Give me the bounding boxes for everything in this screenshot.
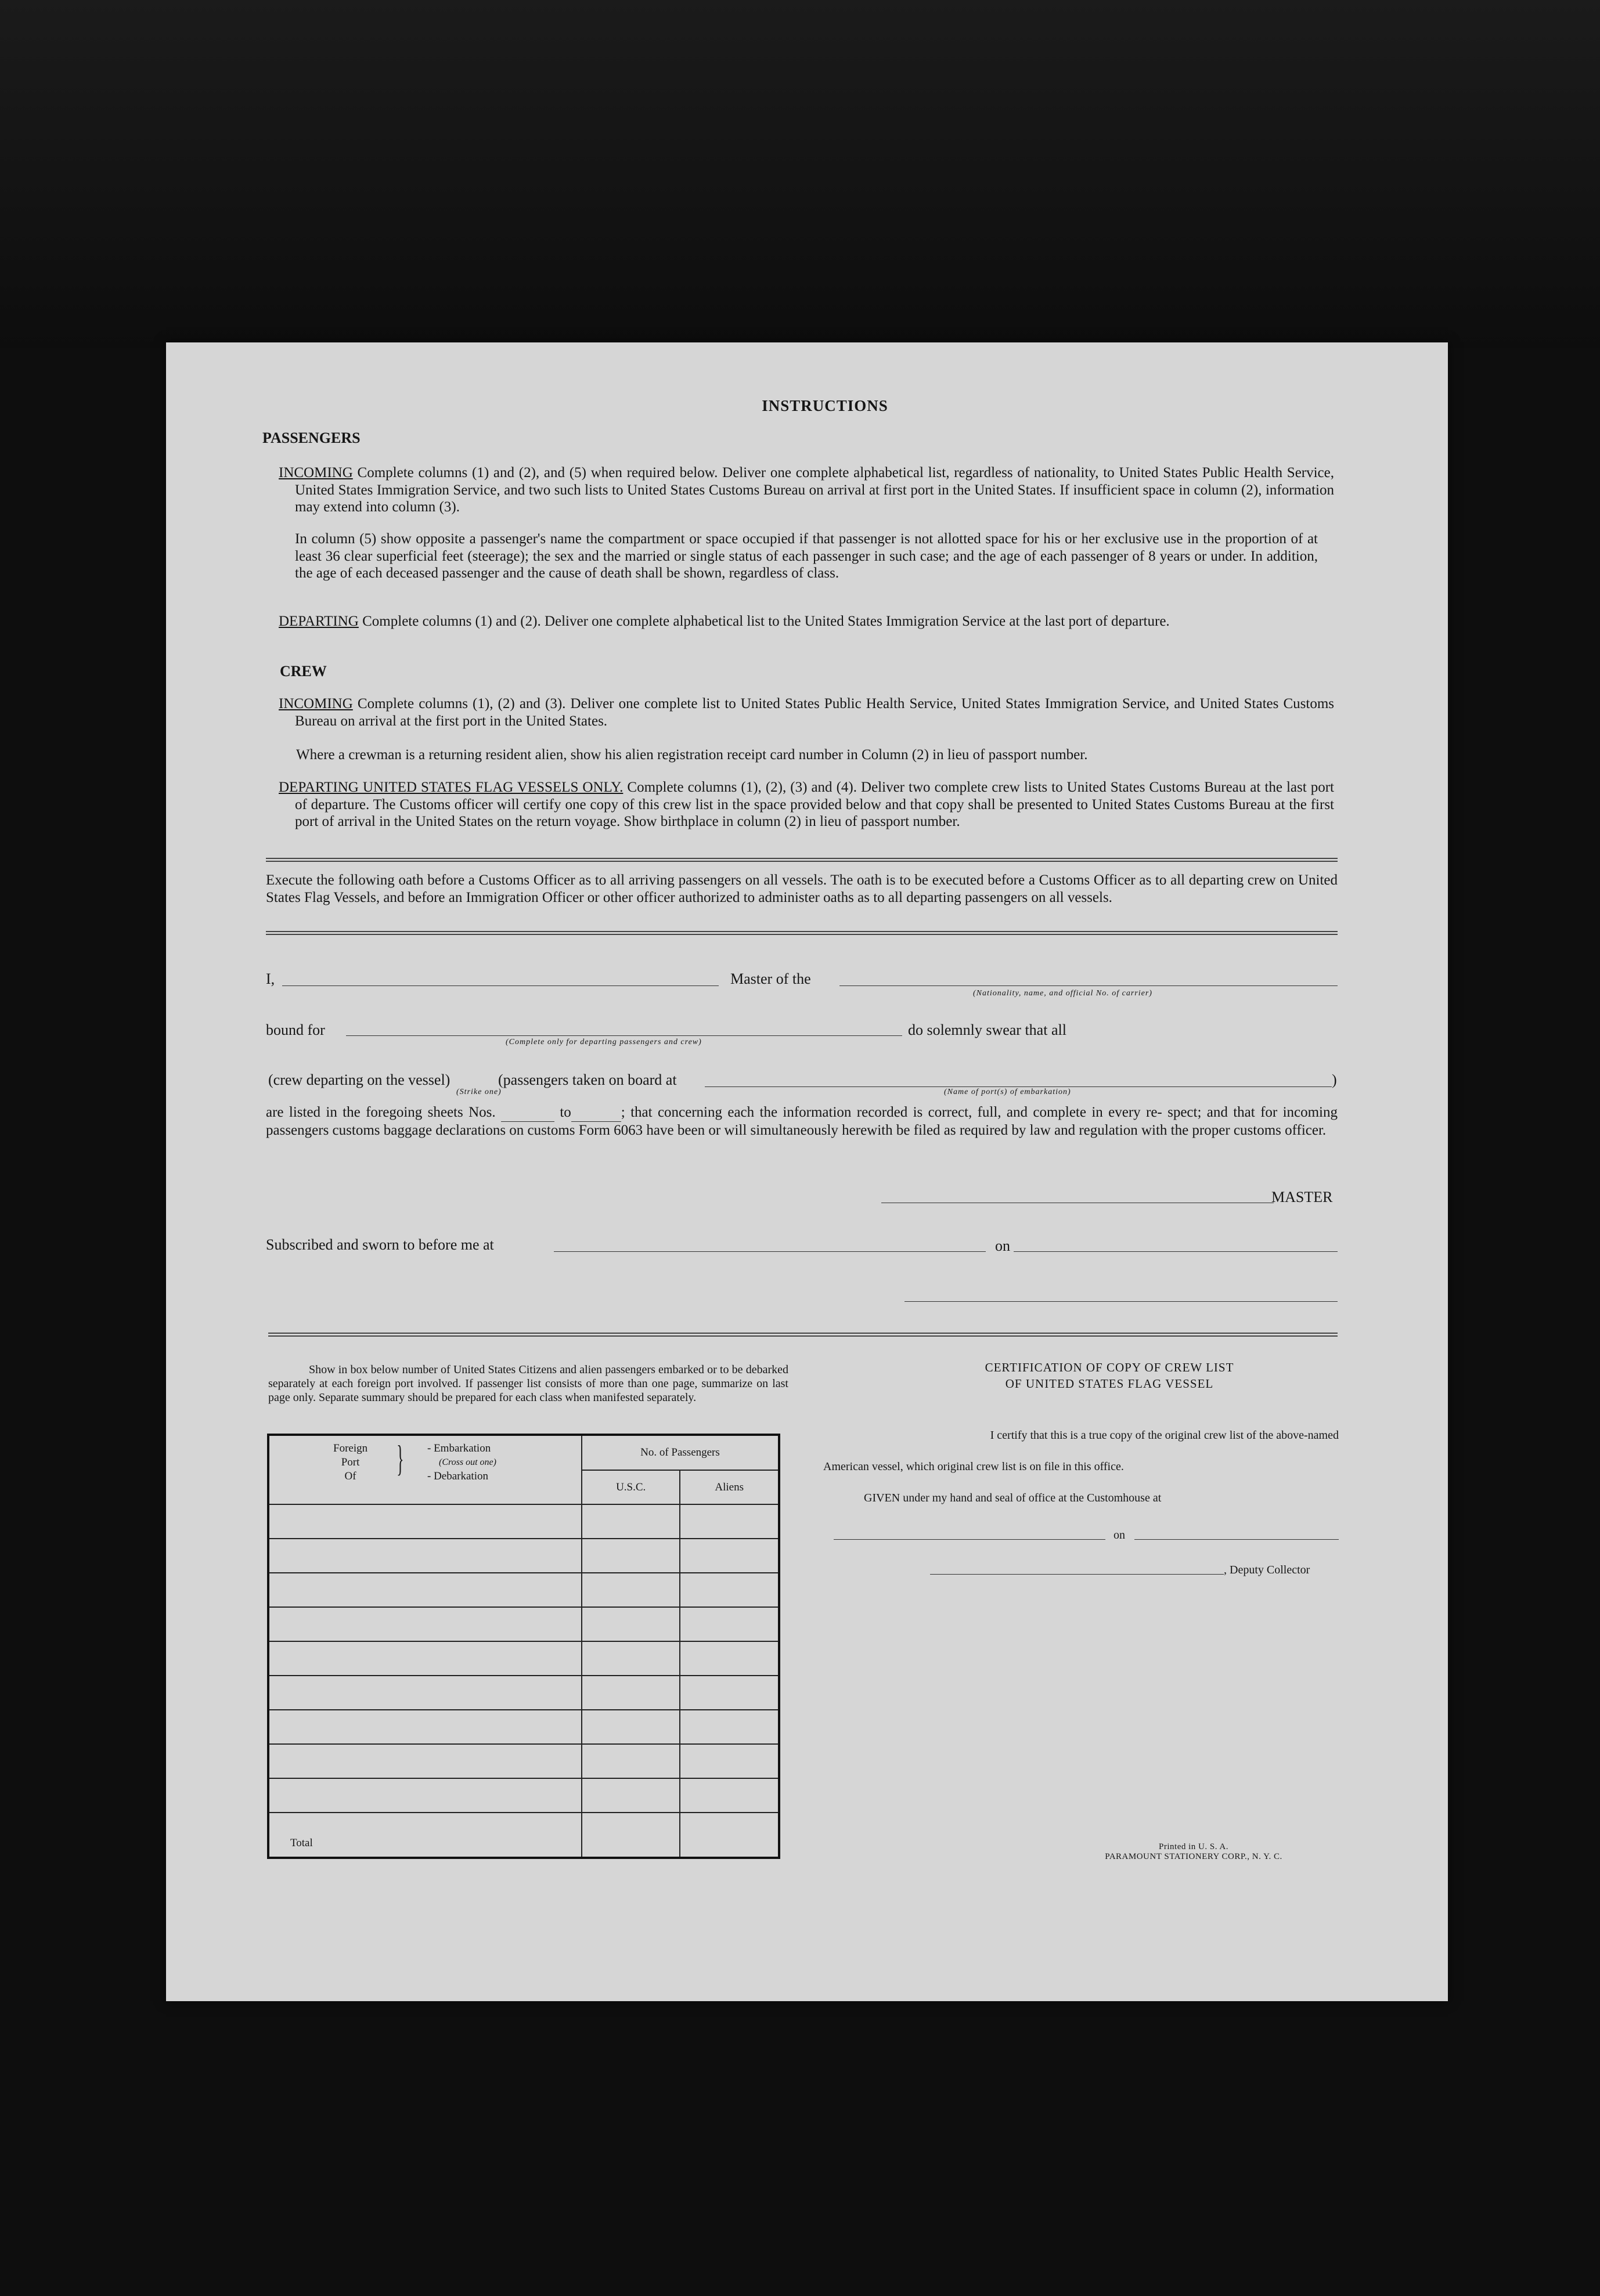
sworn-date-field[interactable] <box>1014 1251 1338 1252</box>
sheet-from-field[interactable] <box>501 1104 554 1122</box>
crew-departing-text: Complete columns (1), (2), (3) and (4). Deliver two complete crew lists to United States Customs Bureau at the last port of departure. The Customs officer will certify one copy of this crew list in the space provided below and that copy shall be presented to United States Customs Bureau at the first port of arrival in the United States on the return voyage. Show birthplace in column (2) in lieu of passport number. <box>295 779 1334 829</box>
port-cell[interactable] <box>268 1573 582 1607</box>
table-row <box>268 1539 779 1573</box>
passengers-incoming-paragraph <box>279 464 1334 516</box>
table-row <box>268 1504 779 1539</box>
master-of-the-label: Master of the <box>730 970 811 987</box>
carrier-caption: (Nationality, name, and official No. of carrier) <box>973 989 1152 998</box>
usc-header: U.S.C. <box>582 1470 680 1504</box>
sheet-to-field[interactable] <box>571 1104 621 1122</box>
crew-resident-paragraph: Where a crewman is a returning resident alien, show his alien registration receipt card number in Column (2) in lieu of passport number. <box>296 747 1088 763</box>
scan-background <box>0 0 1600 348</box>
usc-cell[interactable] <box>582 1607 680 1641</box>
usc-cell[interactable] <box>582 1641 680 1676</box>
aliens-cell[interactable] <box>680 1778 779 1813</box>
cross-out-note: (Cross out one) <box>439 1457 496 1467</box>
passenger-summary-table <box>267 1434 780 1859</box>
close-paren: ) <box>1332 1071 1337 1088</box>
passengers-taken-option[interactable]: (passengers taken on board at <box>498 1071 677 1088</box>
listed-sheets-label: are listed in the foregoing sheets Nos. <box>266 1104 496 1120</box>
crew-departing-option[interactable]: (crew departing on the vessel) <box>268 1071 451 1088</box>
usc-cell[interactable] <box>582 1778 680 1813</box>
aliens-cell[interactable] <box>680 1607 779 1641</box>
debarkation-option[interactable]: - Debarkation <box>427 1470 488 1482</box>
table-row <box>268 1607 779 1641</box>
of-label: Of <box>344 1470 356 1482</box>
aliens-cell[interactable] <box>680 1676 779 1710</box>
foreign-label: Foreign <box>333 1442 368 1454</box>
certification-title-2: OF UNITED STATES FLAG VESSEL <box>1005 1377 1214 1391</box>
subscribed-label: Subscribed and sworn to before me at <box>266 1236 494 1253</box>
total-row <box>268 1813 779 1858</box>
sworn-on-label: on <box>995 1237 1010 1254</box>
brace-icon: } <box>397 1438 404 1479</box>
passengers-incoming-text: Complete columns (1) and (2), and (5) when required below. Deliver one complete alphabetical list, regardless of nationality, to United States Public Health Service, United States Immigration Service, and two such lists to United States Customs Bureau on arrival at first port in the United States. If insufficient space in column (2), information may extend into column (3). <box>295 465 1334 515</box>
printed-in-label: Printed in U. S. A. <box>1159 1842 1228 1851</box>
certify-text-1: I certify that this is a true copy of the original crew list of the above-named <box>990 1429 1339 1442</box>
table-row <box>268 1744 779 1778</box>
crew-departing-paragraph <box>279 779 1334 831</box>
cert-date-field[interactable] <box>1134 1539 1339 1540</box>
strike-one-caption: (Strike one) <box>456 1088 502 1096</box>
port-cell[interactable] <box>268 1778 582 1813</box>
carrier-field[interactable] <box>839 985 1338 986</box>
usc-cell[interactable] <box>582 1573 680 1607</box>
aliens-cell[interactable] <box>680 1710 779 1744</box>
oath-i-label: I, <box>266 970 275 987</box>
cert-on-label: on <box>1113 1529 1125 1542</box>
given-text: GIVEN under my hand and seal of office at the Customhouse at <box>864 1492 1162 1504</box>
swear-label: do solemnly swear that all <box>908 1021 1066 1038</box>
passengers-heading: PASSENGERS <box>262 429 361 446</box>
total-label: Total <box>268 1813 582 1858</box>
crew-incoming-label: INCOMING <box>279 696 353 712</box>
crew-incoming-text: Complete columns (1), (2) and (3). Deliver one complete list to United States Public Health Service, United States Immigration Service, and United States Customs Bureau on arrival at the first port in the United States. <box>295 696 1334 729</box>
total-aliens-cell[interactable] <box>680 1813 779 1858</box>
usc-cell[interactable] <box>582 1710 680 1744</box>
port-label: Port <box>341 1456 360 1468</box>
deputy-collector-label: , Deputy Collector <box>1224 1564 1310 1576</box>
destination-caption: (Complete only for departing passengers and crew) <box>506 1038 702 1046</box>
table-row <box>268 1641 779 1676</box>
crew-incoming-paragraph <box>279 695 1334 730</box>
passengers-incoming-label: INCOMING <box>279 465 353 481</box>
passengers-departing-paragraph <box>279 613 1334 630</box>
divider <box>266 858 1338 862</box>
certification-heading <box>863 1359 1356 1392</box>
aliens-cell[interactable] <box>680 1504 779 1539</box>
crew-heading: CREW <box>280 663 327 680</box>
usc-cell[interactable] <box>582 1504 680 1539</box>
port-cell[interactable] <box>268 1744 582 1778</box>
bound-for-label: bound for <box>266 1021 325 1038</box>
oath-listed-paragraph <box>266 1104 1338 1139</box>
port-cell[interactable] <box>268 1676 582 1710</box>
table-row <box>268 1676 779 1710</box>
officer-signature-field[interactable] <box>904 1301 1338 1302</box>
divider <box>268 1333 1338 1337</box>
passengers-departing-text: Complete columns (1) and (2). Deliver one complete alphabetical list to the United States Immigration Service at the last port of departure. <box>358 613 1170 629</box>
port-header-cell <box>268 1435 582 1504</box>
aliens-cell[interactable] <box>680 1539 779 1573</box>
form-page <box>166 342 1448 2001</box>
page-title: INSTRUCTIONS <box>762 397 888 414</box>
printer-imprint <box>1072 1842 1316 1862</box>
listed-continued: ; that concerning each the information recorded is correct, full, and complete in every re- <box>621 1104 1162 1120</box>
deputy-signature-field[interactable] <box>930 1574 1224 1575</box>
passengers-departing-label: DEPARTING <box>279 613 359 629</box>
table-row <box>268 1778 779 1813</box>
column5-paragraph: In column (5) show opposite a passenger's name the compartment or space occupied if that passenger is not allotted space for his or her exclusive use in the proportion of at least 36 clear superficial feet (steerage); the sex and the married or single status of each passenger in such case; and the age of each passenger of 8 years or under. In addition, the age of each deceased passenger and the cause of death shall be shown, regardless of class. <box>295 531 1318 581</box>
crew-departing-label: DEPARTING UNITED STATES FLAG VESSELS ONLY. <box>279 779 624 795</box>
port-cell[interactable] <box>268 1504 582 1539</box>
usc-cell[interactable] <box>582 1539 680 1573</box>
port-cell[interactable] <box>268 1539 582 1573</box>
port-cell[interactable] <box>268 1710 582 1744</box>
embarkation-ports-field[interactable] <box>705 1086 1332 1087</box>
oath-intro: Execute the following oath before a Customs Officer as to all arriving passengers on all vessels. The oath is to be executed before a Customs Officer as to all departing crew on United States Flag Vessels, and before an Immigration Officer or other officer authorized to administer oaths as to all departing passengers on all vessels. <box>266 872 1338 905</box>
sworn-place-field[interactable] <box>554 1251 986 1252</box>
listed-to-label: to <box>560 1104 571 1120</box>
certification-title-1: CERTIFICATION OF COPY OF CREW LIST <box>985 1360 1234 1374</box>
no-passengers-header: No. of Passengers <box>582 1435 779 1470</box>
certify-text-2: American vessel, which original crew list is on file in this office. <box>823 1460 1124 1473</box>
master-label: MASTER <box>1271 1189 1333 1205</box>
aliens-header: Aliens <box>680 1470 779 1504</box>
summary-instruction: Show in box below number of United States Citizens and alien passengers embarked or to be debarked separately at each foreign port involved. If passenger list consists of more than one page, summarize on last page only. Separate summary should be prepared for each class when manifested separately. <box>268 1363 788 1404</box>
port-cell[interactable] <box>268 1607 582 1641</box>
listed-declaration: spect; and that for incoming passengers customs baggage declarations on customs Form 6063 have been or will simultaneously herewith be filed as required by law and regulation with the proper customs officer. <box>266 1104 1338 1138</box>
port-cell[interactable] <box>268 1641 582 1676</box>
aliens-cell[interactable] <box>680 1744 779 1778</box>
aliens-cell[interactable] <box>680 1641 779 1676</box>
table-row <box>268 1710 779 1744</box>
aliens-cell[interactable] <box>680 1573 779 1607</box>
customhouse-field[interactable] <box>834 1539 1105 1540</box>
usc-cell[interactable] <box>582 1744 680 1778</box>
printer-name: PARAMOUNT STATIONERY CORP., N. Y. C. <box>1105 1852 1282 1861</box>
total-usc-cell[interactable] <box>582 1813 680 1858</box>
usc-cell[interactable] <box>582 1676 680 1710</box>
ports-caption: (Name of port(s) of embarkation) <box>944 1088 1071 1096</box>
destination-field[interactable] <box>346 1035 902 1036</box>
master-name-field[interactable] <box>282 985 719 986</box>
table-row <box>268 1573 779 1607</box>
divider <box>266 931 1338 935</box>
embarkation-option[interactable]: - Embarkation <box>427 1442 491 1454</box>
